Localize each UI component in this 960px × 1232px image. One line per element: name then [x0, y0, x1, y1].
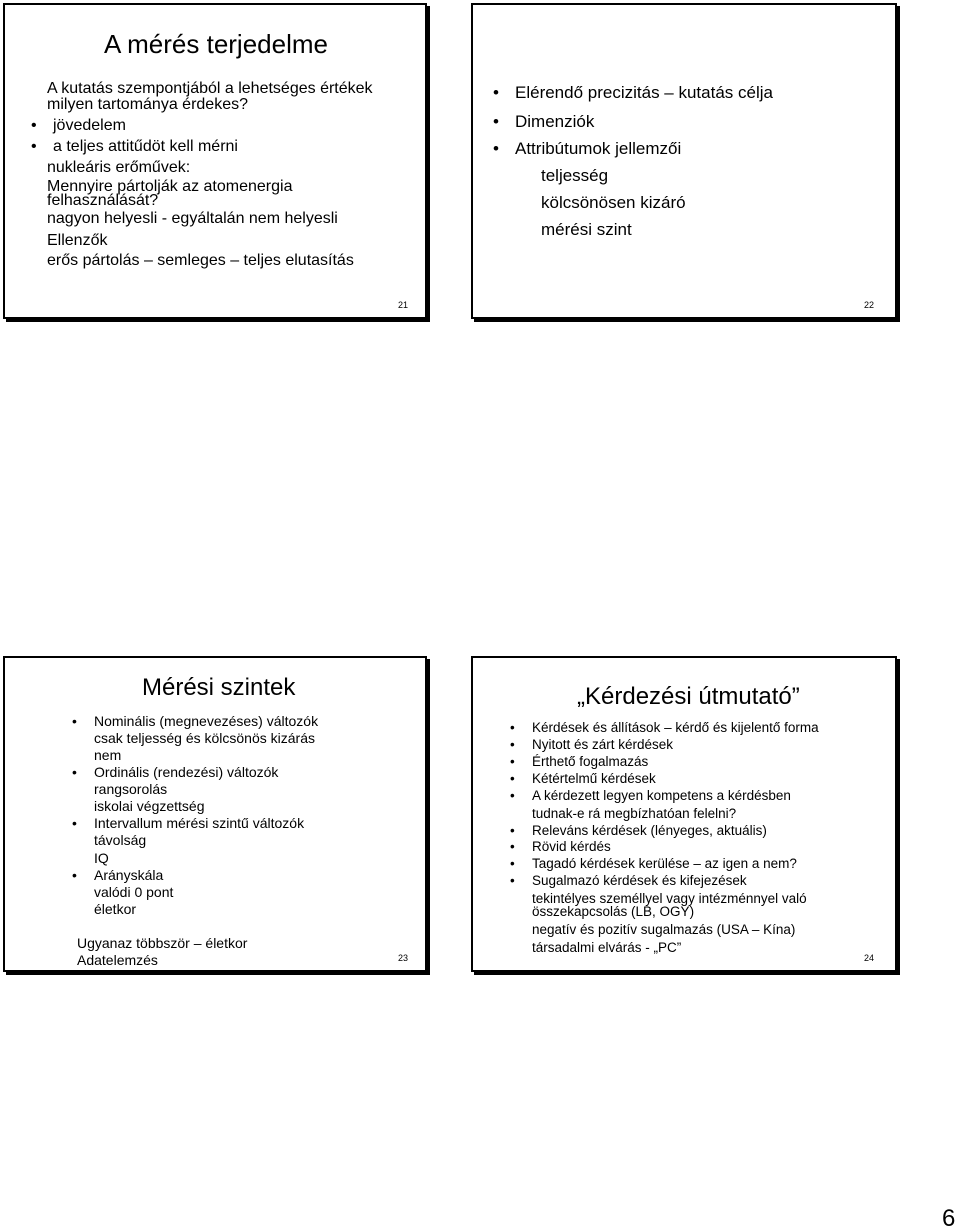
slide-bullet: • Releváns kérdések (lényeges, aktuális)	[532, 824, 767, 838]
slide-23	[3, 656, 427, 972]
slide-bullet: • Elérendő precizitás – kutatás célja	[515, 84, 773, 101]
slide-24	[471, 656, 897, 972]
slide-bullet: • Attribútumok jellemzői	[515, 140, 681, 157]
slide-bullet: • Kétértelmű kérdések	[532, 772, 656, 786]
slide-number: 22	[864, 300, 875, 310]
slide-text: milyen tartománya érdekes?	[47, 96, 248, 113]
slide-text: mérési szint	[541, 220, 632, 239]
slide-text: távolság	[94, 832, 147, 848]
slide-bullet: • Intervallum mérési szintű változók	[94, 816, 304, 830]
page-number: 6	[942, 1205, 956, 1232]
slide-text: negatív és pozitív sugalmazás (USA – Kína)	[532, 922, 796, 937]
slide-text: iskolai végzettség	[94, 798, 205, 814]
slide-text: csak teljesség és kölcsönös kizárás	[94, 730, 315, 746]
slide-bullet: • jövedelem	[53, 118, 126, 134]
slide-text: erős pártolás – semleges – teljes elutasítás	[47, 252, 354, 269]
slide-bullet: • a teljes attitűdöt kell mérni	[53, 139, 238, 155]
slide-text: életkor	[94, 901, 137, 917]
slide-text: felhasználását?	[47, 192, 159, 209]
slide-text: Ugyanaz többször – életkor	[77, 935, 248, 951]
slide-text: nukleáris erőművek:	[47, 159, 191, 176]
slide-text: nem	[94, 747, 122, 763]
slide-title: „Kérdezési útmutató”	[577, 683, 800, 710]
slide-bullet: • Arányskála	[94, 868, 163, 882]
slide-text: IQ	[94, 850, 109, 866]
slide-bullet: • Dimenziók	[515, 113, 594, 130]
slide-text: nagyon helyesli - egyáltalán nem helyesli	[47, 210, 338, 227]
slide-text: összekapcsolás (LB, OGY)	[532, 904, 695, 919]
slide-bullet: • Nominális (megnevezéses) változók	[94, 714, 318, 728]
slide-text: Adatelemzés	[77, 952, 158, 968]
slide-text: Ellenzők	[47, 232, 108, 249]
slide-bullet: • Érthető fogalmazás	[532, 755, 648, 769]
slide-text: társadalmi elvárás - „PC”	[532, 940, 682, 955]
slide-bullet: • Ordinális (rendezési) változók	[94, 765, 278, 779]
slide-22	[471, 3, 897, 319]
slide-text: tekintélyes személlyel vagy intézménnyel való	[532, 891, 807, 906]
slide-title: Mérési szintek	[142, 674, 296, 701]
slide-bullet: • Kérdések és állítások – kérdő és kijelentő forma	[532, 721, 819, 735]
slide-text: A kutatás szempontjából a lehetséges értékek	[47, 80, 373, 97]
slide-bullet: • Sugalmazó kérdések és kifejezések	[532, 874, 747, 888]
slide-text: valódi 0 pont	[94, 884, 174, 900]
slide-bullet: • Rövid kérdés	[532, 840, 611, 854]
slide-text: tudnak-e rá megbízhatóan felelni?	[532, 806, 737, 821]
slide-bullet: • A kérdezett legyen kompetens a kérdésben	[532, 789, 791, 803]
slide-bullet: • Nyitott és zárt kérdések	[532, 738, 673, 752]
slide-number: 24	[864, 953, 875, 963]
slide-title: A mérés terjedelme	[104, 29, 328, 59]
slide-bullet: • Tagadó kérdések kerülése – az igen a nem?	[532, 857, 797, 871]
slide-21	[3, 3, 427, 319]
slide-number: 21	[398, 300, 409, 310]
slide-text: teljesség	[541, 166, 609, 185]
slide-number: 23	[398, 953, 409, 963]
slide-text: Mennyire pártolják az atomenergia	[47, 178, 293, 195]
slide-text: rangsorolás	[94, 781, 168, 797]
slide-text: kölcsönösen kizáró	[541, 193, 686, 212]
